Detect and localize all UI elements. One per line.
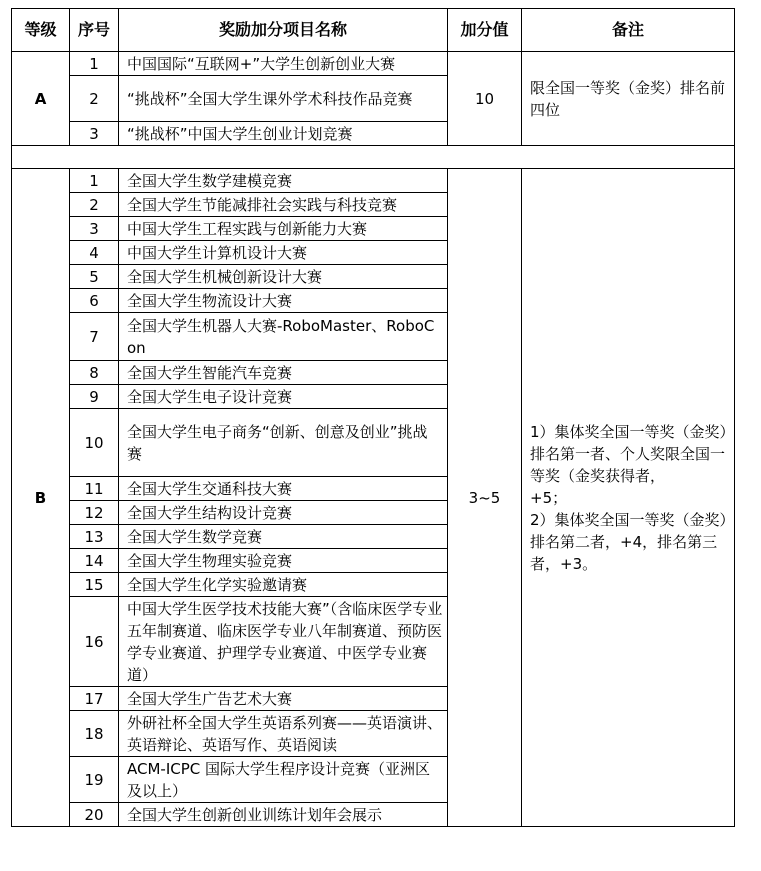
competition-name-cell: 中国国际“互联网+”大学生创新创业大赛 <box>119 52 448 76</box>
points-cell: 10 <box>448 52 522 146</box>
competition-name-cell: “挑战杯”中国大学生创业计划竞赛 <box>119 122 448 146</box>
remark-cell <box>522 52 735 146</box>
grade-cell: A <box>12 52 70 146</box>
group-b-body <box>12 169 735 827</box>
seq-cell: 15 <box>70 573 119 597</box>
remark-text: 1）集体奖全国一等奖（金奖）排名第一者、个人奖限全国一等奖（金奖获得者， +5； 2）集体奖全国一等奖（金奖）排名第二者，+4，排名第三者，+3。 <box>530 422 728 573</box>
header-seq: 序号 <box>70 9 119 52</box>
seq-cell: 13 <box>70 525 119 549</box>
header-points: 加分值 <box>448 9 522 52</box>
header-name: 奖励加分项目名称 <box>119 9 448 52</box>
remark-cell <box>522 169 735 827</box>
table-row <box>12 52 735 76</box>
seq-cell: 6 <box>70 289 119 313</box>
competition-name-cell: 外研社杯全国大学生英语系列赛——英语演讲、英语辩论、英语写作、英语阅读 <box>119 711 448 757</box>
competition-name-cell: 全国大学生机械创新设计大赛 <box>119 265 448 289</box>
competition-name-cell: 全国大学生数学竞赛 <box>119 525 448 549</box>
seq-cell: 18 <box>70 711 119 757</box>
seq-cell: 1 <box>70 169 119 193</box>
seq-cell: 2 <box>70 193 119 217</box>
spacer-cell <box>12 146 735 169</box>
seq-cell: 20 <box>70 803 119 827</box>
competition-name-cell: ACM-ICPC 国际大学生程序设计竞赛（亚洲区及以上） <box>119 757 448 803</box>
competition-name-cell: 全国大学生物理实验竞赛 <box>119 549 448 573</box>
competition-name-cell: “挑战杯”全国大学生课外学术科技作品竞赛 <box>119 76 448 122</box>
seq-cell: 2 <box>70 76 119 122</box>
seq-cell: 1 <box>70 52 119 76</box>
seq-cell: 17 <box>70 687 119 711</box>
table-row <box>12 169 735 193</box>
award-table-container <box>11 8 735 827</box>
competition-name-cell: 全国大学生创新创业训练计划年会展示 <box>119 803 448 827</box>
remark-text: 限全国一等奖（金奖）排名前四位 <box>530 78 726 119</box>
seq-cell: 19 <box>70 757 119 803</box>
seq-cell: 3 <box>70 217 119 241</box>
header-remark: 备注 <box>522 9 735 52</box>
competition-name-cell: 全国大学生电子商务“创新、创意及创业”挑战 赛 <box>119 409 448 477</box>
competition-name-cell: 中国大学生医学技术技能大赛”（含临床医学专业五年制赛道、临床医学专业八年制赛道、预防医学专业赛道、护理学专业赛道、中医学专业赛道） <box>119 597 448 687</box>
competition-name-cell: 中国大学生工程实践与创新能力大赛 <box>119 217 448 241</box>
seq-cell: 10 <box>70 409 119 477</box>
seq-cell: 16 <box>70 597 119 687</box>
header-grade: 等级 <box>12 9 70 52</box>
competition-name-cell: 全国大学生电子设计竞赛 <box>119 385 448 409</box>
seq-cell: 7 <box>70 313 119 361</box>
seq-cell: 8 <box>70 361 119 385</box>
competition-name-cell: 全国大学生数学建模竞赛 <box>119 169 448 193</box>
competition-name-cell: 全国大学生交通科技大赛 <box>119 477 448 501</box>
grade-cell: B <box>12 169 70 827</box>
header-row <box>12 9 735 52</box>
seq-cell: 12 <box>70 501 119 525</box>
competition-name-cell: 全国大学生节能减排社会实践与科技竞赛 <box>119 193 448 217</box>
seq-cell: 14 <box>70 549 119 573</box>
competition-name-cell: 全国大学生结构设计竞赛 <box>119 501 448 525</box>
points-cell: 3~5 <box>448 169 522 827</box>
group-a-body <box>12 52 735 146</box>
competition-name-cell: 全国大学生机器人大赛-RoboMaster、RoboCon <box>119 313 448 361</box>
competition-name-cell: 全国大学生化学实验邀请赛 <box>119 573 448 597</box>
seq-cell: 4 <box>70 241 119 265</box>
competition-name-cell: 中国大学生计算机设计大赛 <box>119 241 448 265</box>
competition-name-cell: 全国大学生广告艺术大赛 <box>119 687 448 711</box>
competition-name-cell: 全国大学生物流设计大赛 <box>119 289 448 313</box>
seq-cell: 3 <box>70 122 119 146</box>
seq-cell: 5 <box>70 265 119 289</box>
competition-name-cell: 全国大学生智能汽车竞赛 <box>119 361 448 385</box>
spacer-body <box>12 146 735 169</box>
award-bonus-table <box>11 8 735 827</box>
spacer-row <box>12 146 735 169</box>
seq-cell: 11 <box>70 477 119 501</box>
seq-cell: 9 <box>70 385 119 409</box>
